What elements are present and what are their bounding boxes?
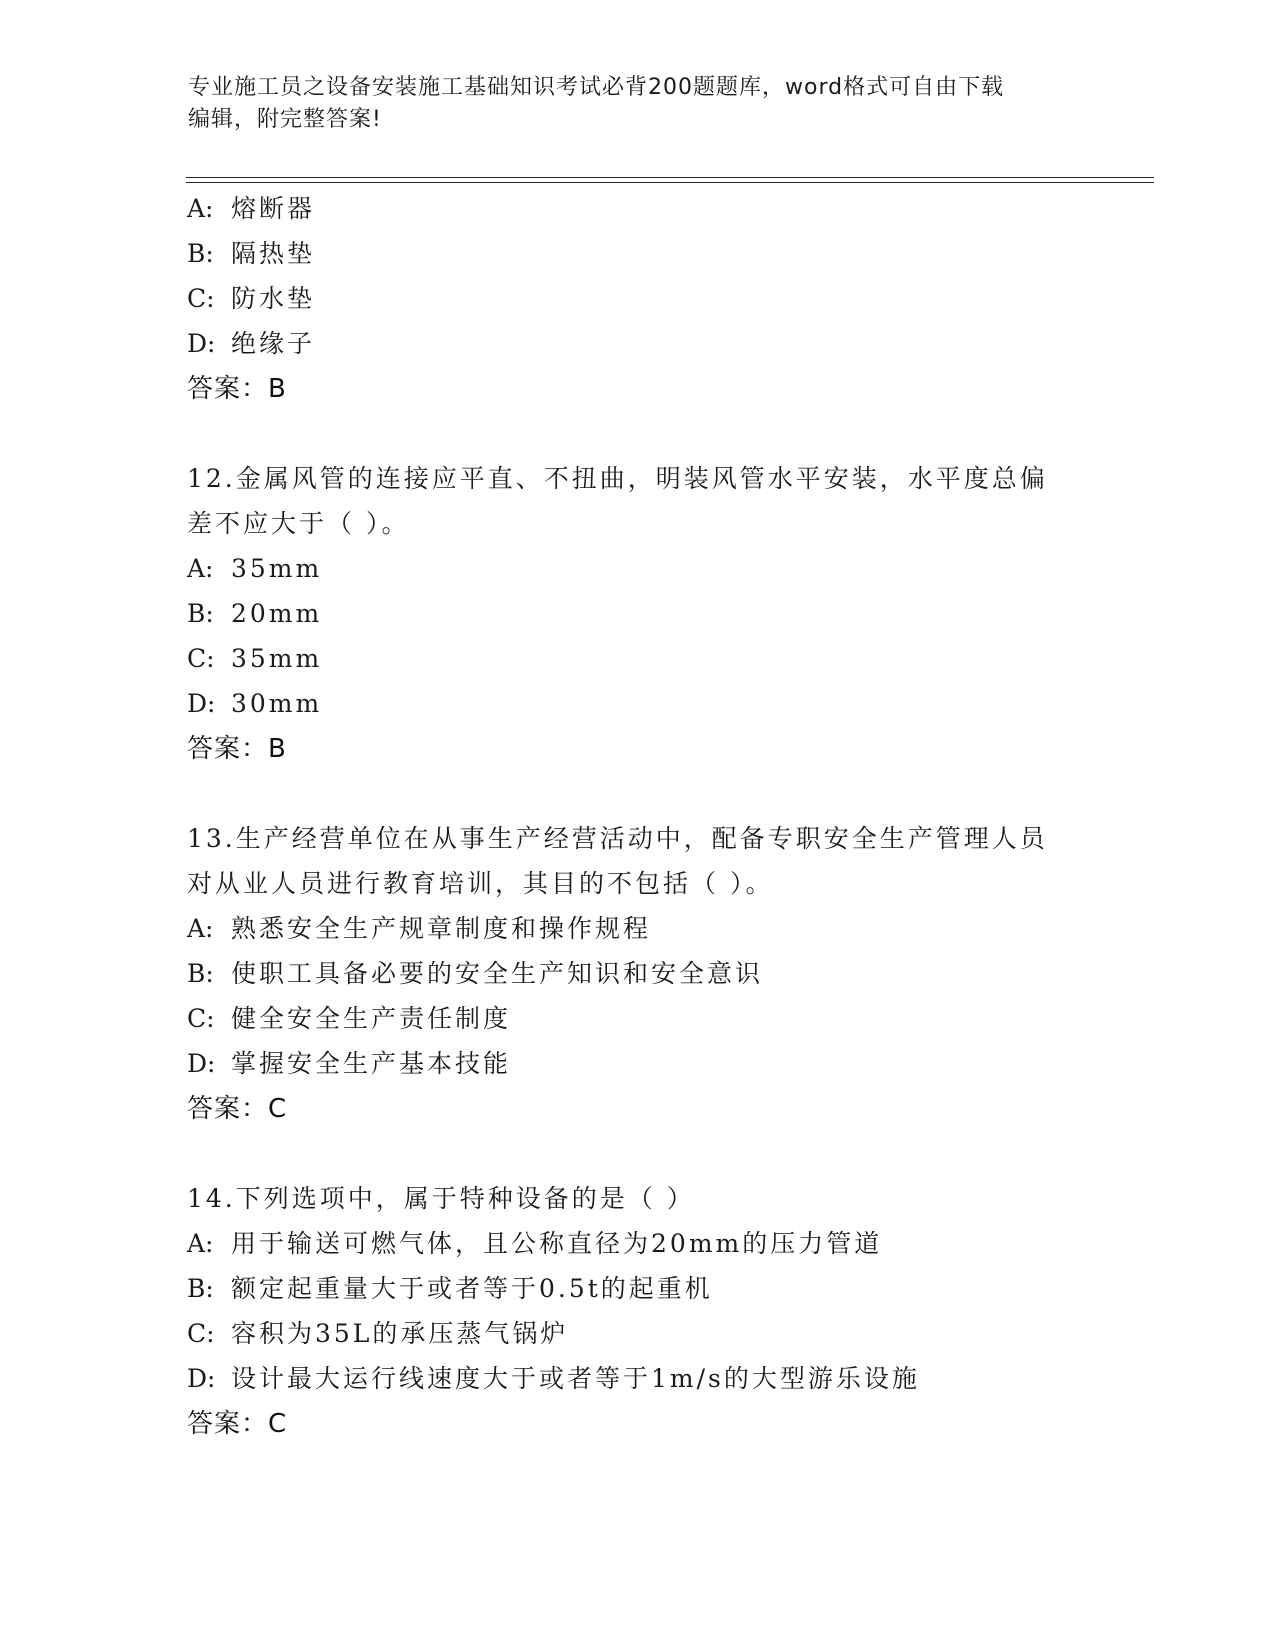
option-label: B: [187, 599, 214, 628]
option-text: 熟悉安全生产规章制度和操作规程 [231, 914, 652, 943]
q14-option-c [187, 1318, 568, 1350]
q12-option-b [187, 598, 322, 630]
option-text: 隔热垫 [231, 239, 316, 268]
q11-option-d [187, 328, 315, 360]
option-label: A: [187, 914, 214, 943]
q12-option-a [187, 553, 322, 585]
option-label: D: [187, 689, 216, 718]
header-line-1: 专业施工员之设备安装施工基础知识考试必背200题题库，word格式可自由下载 [188, 75, 1005, 100]
q14-option-d [187, 1363, 920, 1395]
q12-stem-line-2: 差不应大于（ ）。 [187, 509, 410, 538]
q11-answer: 答案：B [187, 374, 287, 404]
q12-option-d [187, 688, 322, 720]
option-label: D: [187, 1049, 216, 1078]
option-label: C: [187, 1319, 215, 1348]
header-divider-bottom [186, 182, 1154, 183]
option-text: 35mm [231, 644, 323, 673]
q14-option-a [187, 1228, 882, 1260]
option-text: 健全安全生产责任制度 [231, 1004, 512, 1033]
option-text: 35mm [231, 554, 323, 583]
option-label: B: [187, 239, 214, 268]
option-text: 防水垫 [231, 284, 316, 313]
option-label: B: [187, 959, 214, 988]
option-label: C: [187, 644, 215, 673]
q13-stem-line-1: 13.生产经营单位在从事生产经营活动中，配备专职安全生产管理人员 [187, 824, 1048, 853]
option-label: D: [187, 329, 216, 358]
q13-answer: 答案：C [187, 1094, 288, 1124]
q12-answer: 答案：B [187, 734, 287, 764]
q12-option-c [187, 643, 322, 675]
q12-stem-line-1: 12.金属风管的连接应平直、不扭曲，明装风管水平安装，水平度总偏 [187, 464, 1048, 493]
q13-option-a [187, 913, 651, 945]
q11-option-a [187, 193, 315, 225]
q13-stem-line-2: 对从业人员进行教育培训，其目的不包括（ ）。 [187, 869, 774, 898]
q14-stem-line-1: 14.下列选项中，属于特种设备的是（ ） [187, 1184, 695, 1213]
q13-option-c [187, 1003, 511, 1035]
option-label: C: [187, 1004, 215, 1033]
option-text: 设计最大运行线速度大于或者等于1m/s的大型游乐设施 [231, 1364, 920, 1393]
option-text: 绝缘子 [231, 329, 316, 358]
option-text: 20mm [231, 599, 323, 628]
option-text: 使职工具备必要的安全生产知识和安全意识 [231, 959, 764, 988]
option-label: D: [187, 1364, 216, 1393]
option-label: A: [187, 194, 214, 223]
q11-option-c [187, 283, 315, 315]
option-text: 容积为35L的承压蒸气锅炉 [231, 1319, 569, 1348]
q13-option-b [187, 958, 763, 990]
header-divider-top [186, 177, 1154, 178]
q13-option-d [187, 1048, 511, 1080]
option-label: A: [187, 554, 214, 583]
document-header [188, 72, 1068, 136]
option-label: A: [187, 1229, 214, 1258]
q14-option-b [187, 1273, 713, 1305]
option-text: 额定起重量大于或者等于0.5t的起重机 [231, 1274, 713, 1303]
header-line-2: 编辑，附完整答案! [188, 107, 382, 132]
option-text: 掌握安全生产基本技能 [231, 1049, 512, 1078]
option-text: 30mm [231, 689, 323, 718]
option-label: B: [187, 1274, 214, 1303]
option-text: 熔断器 [231, 194, 316, 223]
option-text: 用于输送可燃气体，且公称直径为20mm的压力管道 [231, 1229, 883, 1258]
q11-option-b [187, 238, 315, 270]
q14-answer: 答案：C [187, 1409, 288, 1439]
option-label: C: [187, 284, 215, 313]
